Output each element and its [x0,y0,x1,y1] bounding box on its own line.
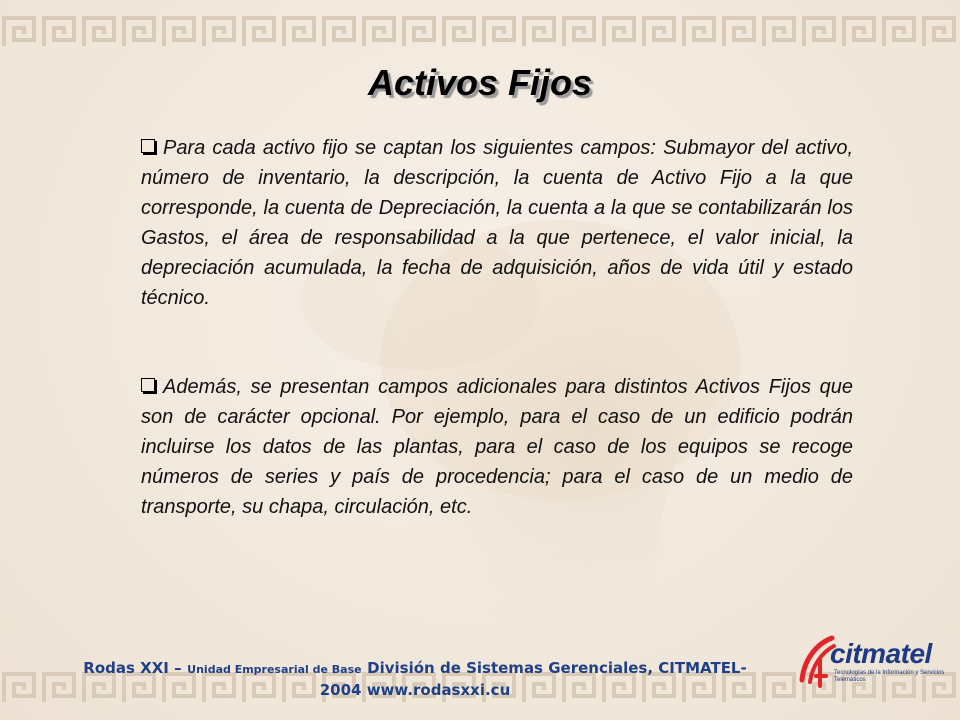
greek-key-border-top [0,12,960,52]
slide-title: Activos Fijos [367,62,593,103]
bullet-text: Para cada activo fijo se captan los siguientes campos: Submayor del activo, número de inventario, la descripción, la cuenta de Activo Fijo a la que corresponde, la cuenta de Depreciación, la cuenta a la que se contabilizarán los Gastos, el área de responsabilidad a la que pertenece, el valor inicial, la depreciación acumulada, la fecha de adquisición, años de vida útil y estado técnico. [141,137,853,309]
logo-tagline: Tecnologías de la Información y Servicios Telemáticos [834,670,945,683]
checkbox-bullet-icon [141,378,155,392]
bullet-optional-fields [141,372,853,522]
footer-credits [40,658,790,700]
footer-unit: Unidad Empresarial de Base [187,663,362,676]
footer-division: División de Sistemas Gerenciales, CITMATEL- [367,659,747,677]
footer-brand: Rodas XXI – [83,659,182,677]
bullet-text: Además, se presentan campos adicionales para distintos Activos Fijos que son de carácter opcional. Por ejemplo, para el caso de un edificio podrán incluirse los datos de las plantas, para el caso de los equipos se recoge números de series y país de procedencia; para el caso de un medio de transporte, su chapa, circulación, etc. [141,376,853,518]
footer-year-url: 2004 www.rodasxxi.cu [319,681,511,699]
logo-wordmark: citmatel [830,638,932,669]
checkbox-bullet-icon [141,139,155,153]
bullet-fields [141,133,853,313]
